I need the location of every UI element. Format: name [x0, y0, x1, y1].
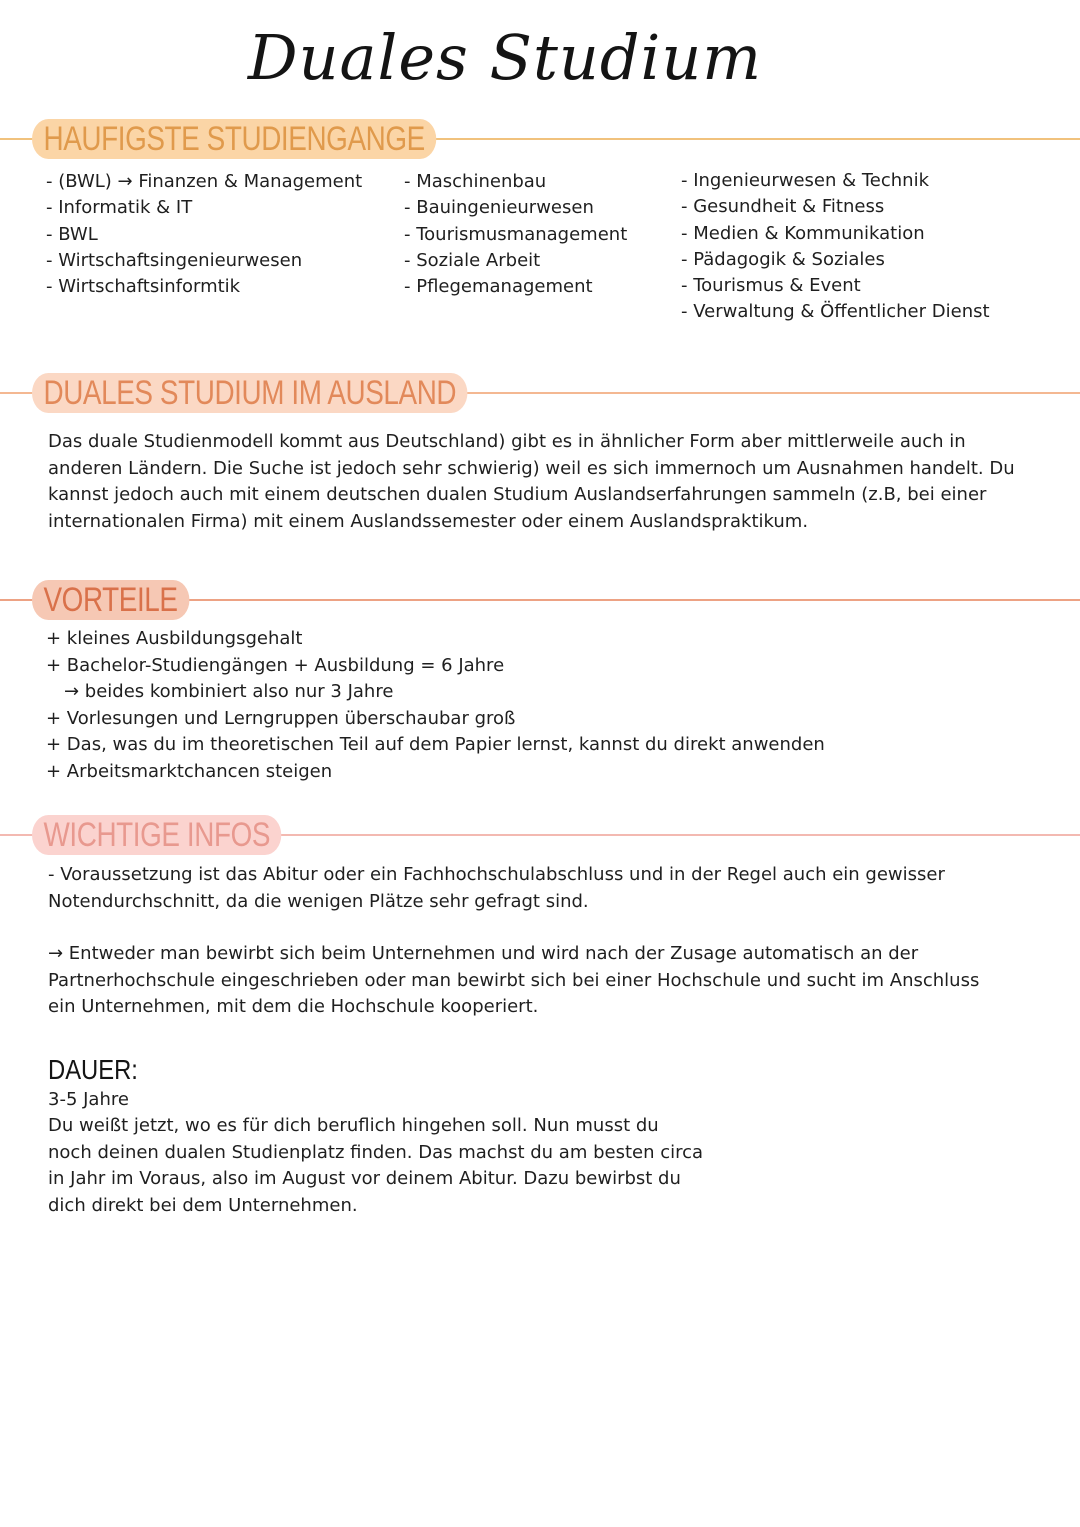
list-item: - Informatik & IT: [46, 197, 193, 219]
list-item: - Verwaltung & Öffentlicher Dienst: [681, 301, 990, 323]
section-heading-studiengaenge: HAUFIGSTE STUDIENGANGE: [32, 119, 436, 159]
list-item: - Pflegemanagement: [404, 276, 593, 298]
list-item: - Ingenieurwesen & Technik: [681, 170, 930, 191]
list-item: - Bauingenieurwesen: [404, 197, 594, 219]
studiengaenge-column-1: [46, 169, 362, 300]
voraussetzung-text: - Voraussetzung ist das Abitur oder ein Fachhochschulabschluss und in der Regel auch ein gewisser Notendurchschnitt, da die wenigen Plätze sehr gefragt sind.: [48, 864, 945, 912]
list-item: - (BWL) → Finanzen & Management: [46, 171, 363, 192]
section-heading-vorteile: VORTEILE: [32, 580, 189, 620]
list-item: - Medien & Kommunikation: [681, 222, 925, 244]
section-heading-wichtige-infos: WICHTIGE INFOS: [32, 815, 282, 855]
section-header-vorteile: [0, 576, 1080, 624]
list-item: + Arbeitsmarktchancen steigen: [46, 760, 333, 782]
list-item: + Vorlesungen und Lerngruppen überschaubar groß: [46, 707, 516, 729]
dauer-value: 3-5 Jahre: [48, 1089, 129, 1110]
vorteile-list: [46, 626, 825, 785]
list-item: - Wirtschaftsinformtik: [46, 276, 241, 298]
dauer-heading: DAUER:: [48, 1054, 138, 1085]
dauer-text: Du weißt jetzt, wo es für dich beruflich hingehen soll. Nun musst du noch deinen dualen Studienplatz finden. Das machst du am besten circa in Jahr im Voraus, also im August vor deinem Abitur. Dazu bewirbst du dich direkt bei dem Unternehmen.: [48, 1115, 704, 1216]
page-title: Duales Studium: [247, 21, 763, 94]
list-item: + Bachelor-Studiengängen + Ausbildung = 6 Jahre: [46, 654, 505, 676]
section-header-ausland: [0, 369, 1080, 417]
bewerbung-text: → Entweder man bewirbt sich beim Unternehmen und wird nach der Zusage automatisch an der Partnerhochschule eingeschrieben oder man bewirbt sich bei einer Hochschule und sucht im Anschluss ein Unternehmen, mit dem die Hochschule kooperiert.: [48, 943, 980, 1017]
list-item: - Pädagogik & Soziales: [681, 248, 885, 270]
list-item: - Soziale Arbeit: [404, 249, 541, 271]
ausland-text: Das duale Studienmodell kommt aus Deutschland) gibt es in ähnlicher Form aber mittlerweile auch in anderen Ländern. Die Suche ist jedoch sehr schwierig) weil es sich immernoch um Ausnahmen handelt. Du kannst jedoch auch mit einem deutschen dualen Studium Auslandserfahrungen sammeln (z.B, bei einer internationalen Firma) mit einem Auslandssemester oder einem Auslandspraktikum.: [48, 431, 1015, 532]
section-header-studiengaenge: [0, 115, 1080, 163]
list-item: + kleines Ausbildungsgehalt: [46, 628, 303, 649]
list-item: - Tourismus & Event: [681, 275, 861, 297]
studiengaenge-column-3: [681, 168, 990, 326]
studiengaenge-column-2: [404, 169, 627, 300]
list-item: - Tourismusmanagement: [404, 223, 628, 245]
list-item: + Das, was du im theoretischen Teil auf dem Papier lernst, kannst du direkt anwenden: [46, 734, 825, 755]
section-heading-ausland: DUALES STUDIUM IM AUSLAND: [32, 373, 468, 413]
list-item: - Gesundheit & Fitness: [681, 196, 885, 218]
list-item: - Wirtschaftsingenieurwesen: [46, 249, 303, 271]
list-item: - Maschinenbau: [404, 171, 547, 192]
section-header-wichtige-infos: [0, 811, 1080, 859]
list-item: - BWL: [46, 223, 98, 245]
list-item: → beides kombiniert also nur 3 Jahre: [64, 681, 394, 702]
